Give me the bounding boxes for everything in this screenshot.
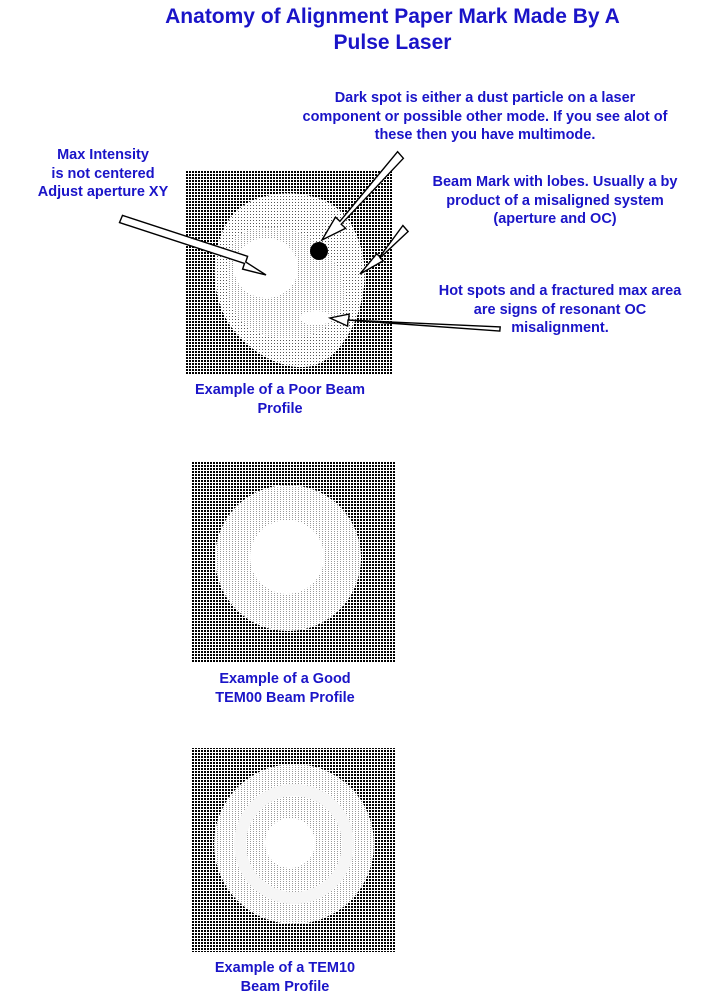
- annotation-line: are signs of resonant OC: [473, 301, 647, 318]
- annotation-line: Hot spots and a fractured max area: [438, 283, 682, 299]
- annotation-line: Dark spot is either a dust particle on a laser: [334, 90, 636, 106]
- annotation-line: Max Intensity: [57, 147, 149, 163]
- annotation-line: component or possible other mode. If you see alot of: [302, 108, 668, 125]
- tem00-core: [250, 520, 324, 594]
- tem00-beam-profile: [192, 461, 396, 663]
- annotation-line: (aperture and OC): [493, 211, 617, 227]
- poor-beam-hot-spot: [300, 311, 332, 325]
- annotation-line: misalignment.: [511, 320, 609, 336]
- caption-line: Example of a Good: [219, 671, 351, 687]
- annotation-line: product of a misaligned system: [446, 192, 664, 209]
- annotation-line: these then you have multimode.: [374, 127, 596, 143]
- dark-spot: [310, 242, 328, 260]
- tem10-beam-profile: [192, 748, 396, 952]
- annotation-line: is not centered: [51, 165, 155, 182]
- annotation-line: Beam Mark with lobes. Usually a by: [432, 174, 678, 190]
- caption-line: Example of a TEM10: [214, 960, 356, 976]
- title-line-1: Anatomy of Alignment Paper Mark Made By A: [165, 5, 620, 28]
- annotation-line: Adjust aperture XY: [37, 184, 169, 200]
- caption-line: Beam Profile: [240, 978, 330, 995]
- caption-line: Example of a Poor Beam: [194, 382, 366, 398]
- caption-line: Profile: [257, 400, 303, 417]
- title-line-2: Pulse Laser: [333, 31, 452, 54]
- tem10-core: [265, 818, 315, 868]
- caption-line: TEM00 Beam Profile: [215, 689, 355, 706]
